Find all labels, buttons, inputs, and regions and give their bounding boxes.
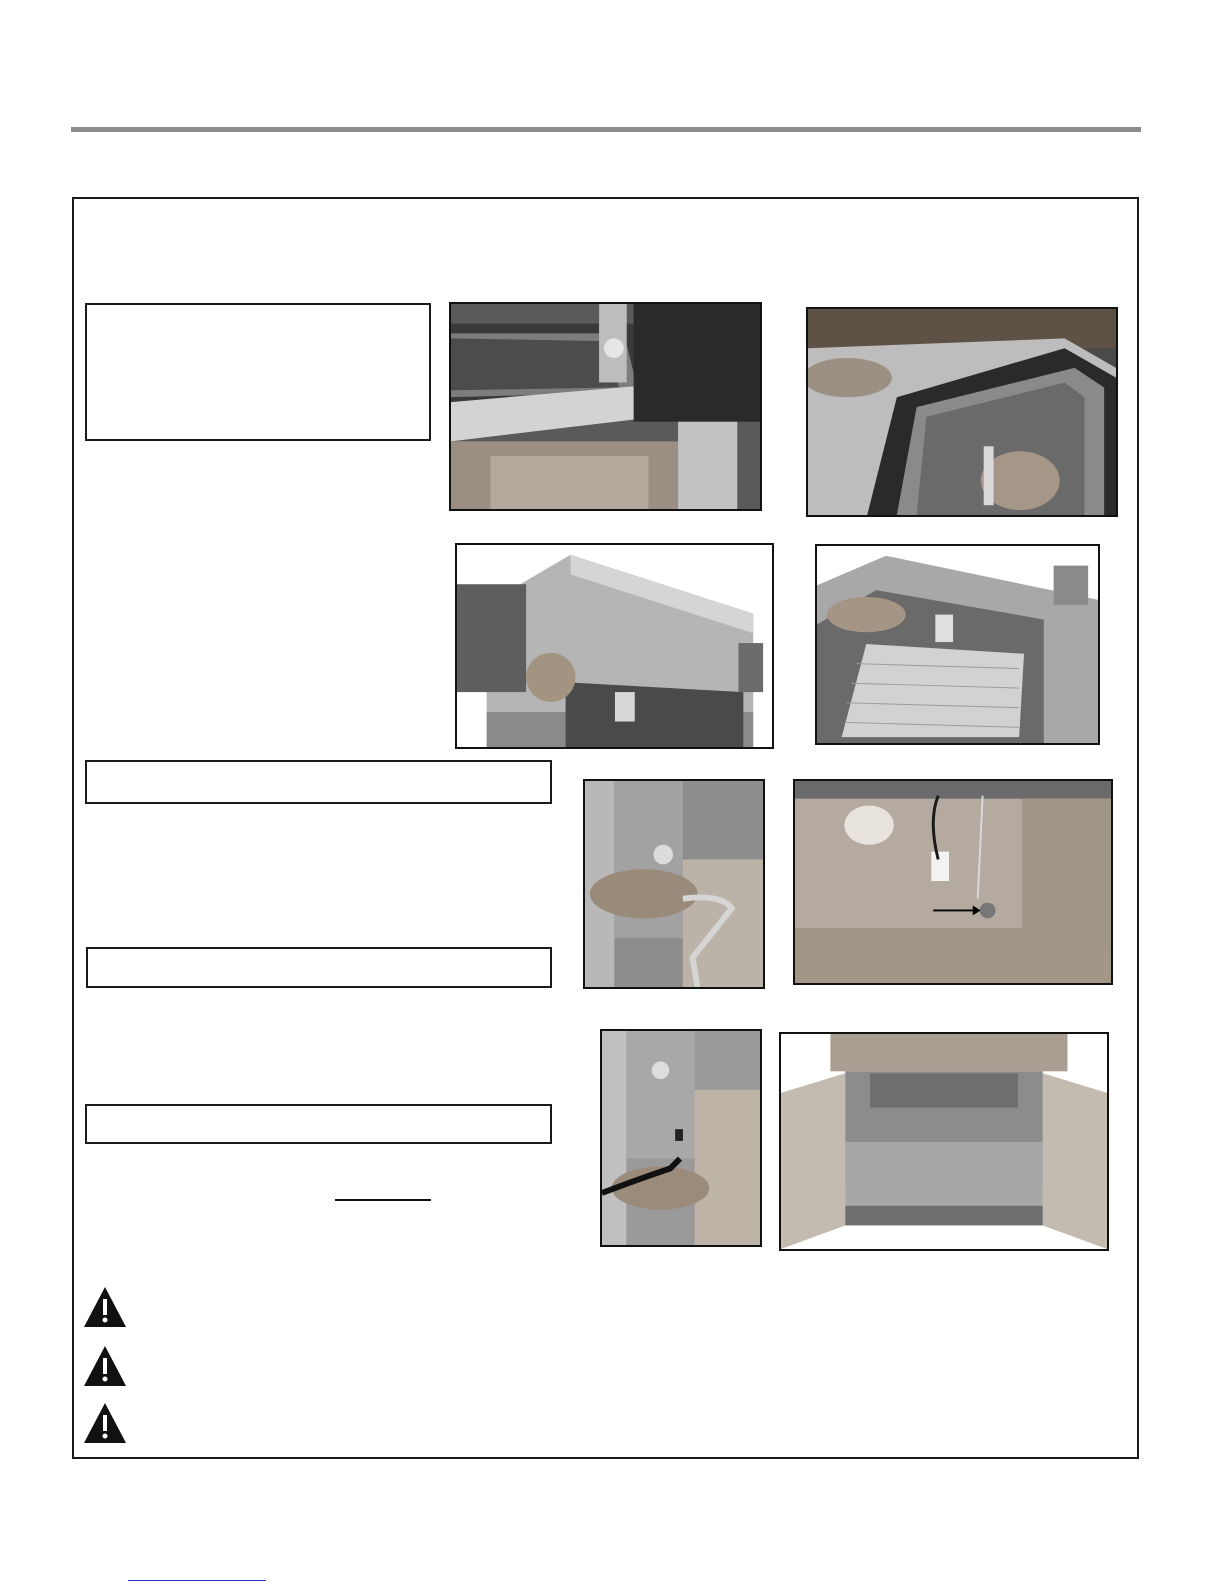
instruction-box-1 (85, 303, 431, 441)
warning-icon-2 (83, 1345, 127, 1387)
warning-triangle-icon (83, 1286, 127, 1328)
photo-wire-rack (815, 544, 1100, 745)
header-rule (71, 127, 1141, 132)
photo-drill-mounting-clip (449, 302, 762, 511)
drill-photo-icon (451, 304, 760, 509)
emphasis-underline (335, 1199, 431, 1201)
step-text-3 (90, 1000, 550, 1095)
warning-icon-3 (83, 1402, 127, 1444)
warning-text-2 (140, 1354, 1120, 1380)
warning-icon-1 (83, 1286, 127, 1328)
footer-text (71, 1500, 1141, 1530)
instruction-box-2 (85, 760, 552, 804)
emphasis-word (335, 1178, 431, 1198)
photo-route-cord (583, 779, 765, 989)
screwdriver-photo-icon (808, 309, 1116, 515)
step-text-1 (90, 460, 430, 740)
plug-photo-icon (602, 1031, 760, 1245)
cord-photo-icon (585, 781, 763, 987)
photo-insert-element (455, 543, 774, 749)
step-text-4 (90, 1160, 550, 1240)
element-photo-icon (457, 545, 772, 747)
photo-open-cabinet (779, 1032, 1109, 1251)
rack-photo-icon (817, 546, 1098, 743)
outlet-photo-icon (795, 781, 1111, 983)
instruction-box-3 (86, 947, 552, 988)
cabinet-photo-icon (781, 1034, 1107, 1249)
header-title (71, 90, 1141, 120)
photo-tighten-clip (806, 307, 1118, 517)
footer-link[interactable] (128, 1580, 266, 1581)
warning-triangle-icon (83, 1345, 127, 1387)
instruction-box-4 (85, 1104, 552, 1144)
photo-plug-cord (600, 1029, 762, 1247)
warning-text-3 (140, 1411, 1120, 1437)
step-text-2 (90, 815, 550, 935)
warning-triangle-icon (83, 1402, 127, 1444)
photo-cabinet-outlet (793, 779, 1113, 985)
warning-text-1 (140, 1295, 1120, 1321)
section-title (90, 225, 1120, 255)
